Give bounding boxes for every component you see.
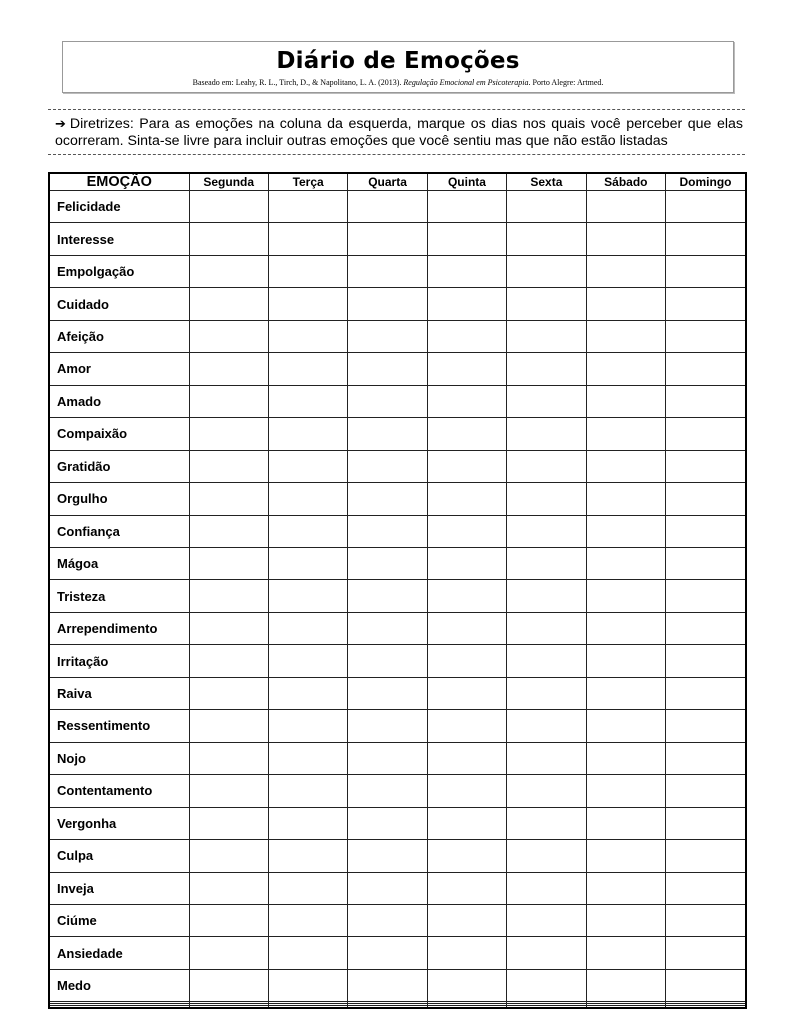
cell-tuesday[interactable]	[268, 969, 347, 1001]
cell-monday[interactable]	[189, 385, 268, 417]
table-row	[50, 580, 745, 612]
table-row	[50, 612, 745, 644]
cell-thursday[interactable]	[427, 937, 506, 969]
cell-monday[interactable]	[189, 742, 268, 774]
cell-wednesday[interactable]	[348, 645, 427, 677]
cell-thursday[interactable]	[427, 191, 506, 223]
column-header-wednesday: Quarta	[348, 174, 427, 191]
table-row	[50, 807, 745, 839]
column-header-friday: Sexta	[507, 174, 586, 191]
cell-monday[interactable]	[189, 580, 268, 612]
cell-sunday[interactable]	[666, 580, 745, 612]
cell-wednesday[interactable]	[348, 807, 427, 839]
cell-tuesday[interactable]	[268, 450, 347, 482]
cell-sunday[interactable]	[666, 710, 745, 742]
emotion-label: Ansiedade	[50, 937, 189, 969]
arrow-right-icon: ➔	[55, 117, 66, 132]
emotion-label: Cuidado	[50, 288, 189, 320]
cell-wednesday[interactable]	[348, 450, 427, 482]
emotion-label: Irritação	[50, 645, 189, 677]
cell-sunday[interactable]	[666, 483, 745, 515]
cell-sunday[interactable]	[666, 223, 745, 255]
cell-tuesday[interactable]	[268, 483, 347, 515]
emotion-label: Arrependimento	[50, 612, 189, 644]
cell-sunday[interactable]	[666, 320, 745, 352]
cell-thursday[interactable]	[427, 385, 506, 417]
emotion-label	[50, 1006, 189, 1007]
cell-tuesday[interactable]	[268, 547, 347, 579]
cell-saturday[interactable]	[586, 385, 665, 417]
cell-wednesday[interactable]	[348, 320, 427, 352]
table-row	[50, 710, 745, 742]
citation-book-title: Regulação Emocional em Psicoterapia	[403, 78, 529, 87]
column-header-tuesday: Terça	[268, 174, 347, 191]
cell-friday[interactable]	[507, 223, 586, 255]
emotion-label: Compaixão	[50, 418, 189, 450]
instructions	[55, 116, 743, 150]
cell-wednesday[interactable]	[348, 1006, 427, 1007]
cell-tuesday[interactable]	[268, 775, 347, 807]
cell-thursday[interactable]	[427, 612, 506, 644]
emotion-label: Vergonha	[50, 807, 189, 839]
cell-friday[interactable]	[507, 775, 586, 807]
emotion-label: Felicidade	[50, 191, 189, 223]
table-row	[50, 223, 745, 255]
cell-thursday[interactable]	[427, 223, 506, 255]
table-row	[50, 645, 745, 677]
cell-tuesday[interactable]	[268, 872, 347, 904]
cell-saturday[interactable]	[586, 483, 665, 515]
citation	[63, 78, 733, 88]
cell-tuesday[interactable]	[268, 223, 347, 255]
cell-monday[interactable]	[189, 450, 268, 482]
cell-friday[interactable]	[507, 645, 586, 677]
cell-friday[interactable]	[507, 353, 586, 385]
table-row	[50, 742, 745, 774]
citation-suffix: . Porto Alegre: Artmed.	[528, 78, 604, 87]
cell-wednesday[interactable]	[348, 288, 427, 320]
cell-sunday[interactable]	[666, 353, 745, 385]
emotion-label: Gratidão	[50, 450, 189, 482]
cell-thursday[interactable]	[427, 483, 506, 515]
cell-friday[interactable]	[507, 677, 586, 709]
emotion-label: Inveja	[50, 872, 189, 904]
table-header-row	[50, 174, 745, 191]
cell-friday[interactable]	[507, 904, 586, 936]
cell-monday[interactable]	[189, 1006, 268, 1007]
cell-friday[interactable]	[507, 1006, 586, 1007]
cell-friday[interactable]	[507, 418, 586, 450]
cell-friday[interactable]	[507, 191, 586, 223]
cell-monday[interactable]	[189, 547, 268, 579]
cell-saturday[interactable]	[586, 515, 665, 547]
cell-monday[interactable]	[189, 320, 268, 352]
cell-saturday[interactable]	[586, 710, 665, 742]
cell-monday[interactable]	[189, 255, 268, 287]
cell-wednesday[interactable]	[348, 775, 427, 807]
cell-wednesday[interactable]	[348, 353, 427, 385]
cell-wednesday[interactable]	[348, 547, 427, 579]
table-row	[50, 353, 745, 385]
cell-saturday[interactable]	[586, 580, 665, 612]
cell-saturday[interactable]	[586, 840, 665, 872]
dashed-divider-top	[48, 109, 745, 110]
cell-thursday[interactable]	[427, 288, 506, 320]
cell-monday[interactable]	[189, 872, 268, 904]
cell-saturday[interactable]	[586, 612, 665, 644]
cell-tuesday[interactable]	[268, 288, 347, 320]
table-row	[50, 191, 745, 223]
cell-tuesday[interactable]	[268, 580, 347, 612]
cell-saturday[interactable]	[586, 645, 665, 677]
emotion-label: Ciúme	[50, 904, 189, 936]
cell-wednesday[interactable]	[348, 840, 427, 872]
cell-monday[interactable]	[189, 288, 268, 320]
cell-sunday[interactable]	[666, 645, 745, 677]
cell-tuesday[interactable]	[268, 840, 347, 872]
cell-friday[interactable]	[507, 580, 586, 612]
cell-saturday[interactable]	[586, 677, 665, 709]
column-header-thursday: Quinta	[427, 174, 506, 191]
cell-thursday[interactable]	[427, 807, 506, 839]
cell-sunday[interactable]	[666, 807, 745, 839]
cell-saturday[interactable]	[586, 255, 665, 287]
table-row	[50, 1006, 745, 1007]
cell-friday[interactable]	[507, 937, 586, 969]
cell-thursday[interactable]	[427, 580, 506, 612]
cell-tuesday[interactable]	[268, 612, 347, 644]
emotion-label: Culpa	[50, 840, 189, 872]
cell-thursday[interactable]	[427, 645, 506, 677]
cell-friday[interactable]	[507, 872, 586, 904]
emotion-label: Orgulho	[50, 483, 189, 515]
cell-wednesday[interactable]	[348, 872, 427, 904]
cell-monday[interactable]	[189, 515, 268, 547]
column-header-emotion: EMOÇÃO	[50, 174, 189, 191]
table-row	[50, 969, 745, 1001]
cell-thursday[interactable]	[427, 450, 506, 482]
cell-sunday[interactable]	[666, 255, 745, 287]
emotion-label: Contentamento	[50, 775, 189, 807]
cell-thursday[interactable]	[427, 872, 506, 904]
table-row	[50, 320, 745, 352]
cell-friday[interactable]	[507, 255, 586, 287]
table-row	[50, 288, 745, 320]
cell-thursday[interactable]	[427, 840, 506, 872]
cell-sunday[interactable]	[666, 515, 745, 547]
cell-saturday[interactable]	[586, 320, 665, 352]
cell-sunday[interactable]	[666, 872, 745, 904]
cell-wednesday[interactable]	[348, 483, 427, 515]
cell-saturday[interactable]	[586, 969, 665, 1001]
cell-saturday[interactable]	[586, 742, 665, 774]
cell-tuesday[interactable]	[268, 418, 347, 450]
cell-saturday[interactable]	[586, 191, 665, 223]
cell-wednesday[interactable]	[348, 904, 427, 936]
emotion-label: Raiva	[50, 677, 189, 709]
column-header-sunday: Domingo	[666, 174, 745, 191]
cell-sunday[interactable]	[666, 191, 745, 223]
emotion-label: Tristeza	[50, 580, 189, 612]
cell-tuesday[interactable]	[268, 353, 347, 385]
cell-friday[interactable]	[507, 612, 586, 644]
table-row	[50, 255, 745, 287]
cell-wednesday[interactable]	[348, 710, 427, 742]
header-box	[62, 41, 734, 93]
emotion-label: Amado	[50, 385, 189, 417]
cell-monday[interactable]	[189, 840, 268, 872]
cell-sunday[interactable]	[666, 969, 745, 1001]
emotion-label: Medo	[50, 969, 189, 1001]
cell-saturday[interactable]	[586, 775, 665, 807]
table-row	[50, 385, 745, 417]
cell-saturday[interactable]	[586, 1006, 665, 1007]
cell-thursday[interactable]	[427, 1006, 506, 1007]
instructions-text: Diretrizes: Para as emoções na coluna da esquerda, marque os dias nos quais você perceber que elas ocorreram. Sinta-se livre para incluir outras emoções que você sentiu mas que não estão listadas	[55, 116, 743, 149]
emotion-label: Interesse	[50, 223, 189, 255]
cell-friday[interactable]	[507, 742, 586, 774]
cell-saturday[interactable]	[586, 547, 665, 579]
cell-thursday[interactable]	[427, 255, 506, 287]
cell-saturday[interactable]	[586, 872, 665, 904]
cell-monday[interactable]	[189, 904, 268, 936]
cell-monday[interactable]	[189, 775, 268, 807]
cell-tuesday[interactable]	[268, 645, 347, 677]
cell-thursday[interactable]	[427, 515, 506, 547]
cell-friday[interactable]	[507, 710, 586, 742]
cell-thursday[interactable]	[427, 904, 506, 936]
cell-friday[interactable]	[507, 483, 586, 515]
cell-monday[interactable]	[189, 807, 268, 839]
column-header-saturday: Sábado	[586, 174, 665, 191]
table-row	[50, 450, 745, 482]
cell-monday[interactable]	[189, 223, 268, 255]
cell-wednesday[interactable]	[348, 969, 427, 1001]
cell-wednesday[interactable]	[348, 612, 427, 644]
cell-monday[interactable]	[189, 710, 268, 742]
cell-friday[interactable]	[507, 450, 586, 482]
cell-sunday[interactable]	[666, 385, 745, 417]
cell-saturday[interactable]	[586, 288, 665, 320]
cell-wednesday[interactable]	[348, 223, 427, 255]
emotion-label: Confiança	[50, 515, 189, 547]
cell-wednesday[interactable]	[348, 418, 427, 450]
cell-monday[interactable]	[189, 483, 268, 515]
table-row	[50, 677, 745, 709]
cell-wednesday[interactable]	[348, 937, 427, 969]
table-row	[50, 904, 745, 936]
cell-saturday[interactable]	[586, 904, 665, 936]
cell-monday[interactable]	[189, 645, 268, 677]
emotion-table-body	[50, 191, 745, 1008]
cell-thursday[interactable]	[427, 742, 506, 774]
cell-wednesday[interactable]	[348, 515, 427, 547]
cell-friday[interactable]	[507, 840, 586, 872]
cell-thursday[interactable]	[427, 775, 506, 807]
cell-monday[interactable]	[189, 969, 268, 1001]
table-row	[50, 418, 745, 450]
cell-monday[interactable]	[189, 353, 268, 385]
cell-friday[interactable]	[507, 807, 586, 839]
cell-monday[interactable]	[189, 612, 268, 644]
emotion-table	[50, 174, 745, 1007]
cell-wednesday[interactable]	[348, 677, 427, 709]
dashed-divider-bottom	[48, 154, 745, 155]
cell-tuesday[interactable]	[268, 677, 347, 709]
cell-monday[interactable]	[189, 677, 268, 709]
cell-wednesday[interactable]	[348, 385, 427, 417]
emotion-label: Ressentimento	[50, 710, 189, 742]
emotion-label: Amor	[50, 353, 189, 385]
cell-saturday[interactable]	[586, 223, 665, 255]
column-header-monday: Segunda	[189, 174, 268, 191]
emotion-label: Mágoa	[50, 547, 189, 579]
table-row	[50, 872, 745, 904]
cell-sunday[interactable]	[666, 547, 745, 579]
cell-sunday[interactable]	[666, 1006, 745, 1007]
emotion-label: Nojo	[50, 742, 189, 774]
table-row	[50, 775, 745, 807]
cell-friday[interactable]	[507, 385, 586, 417]
cell-tuesday[interactable]	[268, 742, 347, 774]
cell-thursday[interactable]	[427, 418, 506, 450]
cell-sunday[interactable]	[666, 840, 745, 872]
cell-sunday[interactable]	[666, 904, 745, 936]
page-title: Diário de Emoções	[276, 48, 520, 74]
cell-sunday[interactable]	[666, 677, 745, 709]
cell-thursday[interactable]	[427, 320, 506, 352]
cell-friday[interactable]	[507, 320, 586, 352]
cell-tuesday[interactable]	[268, 904, 347, 936]
cell-monday[interactable]	[189, 191, 268, 223]
cell-friday[interactable]	[507, 288, 586, 320]
cell-wednesday[interactable]	[348, 580, 427, 612]
cell-saturday[interactable]	[586, 937, 665, 969]
cell-tuesday[interactable]	[268, 710, 347, 742]
cell-wednesday[interactable]	[348, 191, 427, 223]
cell-tuesday[interactable]	[268, 515, 347, 547]
table-row	[50, 547, 745, 579]
cell-sunday[interactable]	[666, 418, 745, 450]
cell-saturday[interactable]	[586, 450, 665, 482]
table-row	[50, 937, 745, 969]
cell-wednesday[interactable]	[348, 742, 427, 774]
cell-tuesday[interactable]	[268, 320, 347, 352]
cell-friday[interactable]	[507, 515, 586, 547]
cell-tuesday[interactable]	[268, 937, 347, 969]
cell-saturday[interactable]	[586, 418, 665, 450]
cell-monday[interactable]	[189, 418, 268, 450]
cell-friday[interactable]	[507, 969, 586, 1001]
cell-thursday[interactable]	[427, 969, 506, 1001]
cell-tuesday[interactable]	[268, 255, 347, 287]
emotion-label: Afeição	[50, 320, 189, 352]
cell-wednesday[interactable]	[348, 255, 427, 287]
cell-tuesday[interactable]	[268, 807, 347, 839]
emotion-label: Empolgação	[50, 255, 189, 287]
emotion-table-frame	[48, 172, 747, 1009]
cell-friday[interactable]	[507, 547, 586, 579]
cell-sunday[interactable]	[666, 937, 745, 969]
table-row	[50, 515, 745, 547]
cell-tuesday[interactable]	[268, 1006, 347, 1007]
cell-sunday[interactable]	[666, 450, 745, 482]
table-row	[50, 840, 745, 872]
cell-tuesday[interactable]	[268, 191, 347, 223]
cell-thursday[interactable]	[427, 353, 506, 385]
citation-prefix: Baseado em: Leahy, R. L., Tirch, D., & Napolitano, L. A. (2013).	[192, 78, 402, 87]
cell-thursday[interactable]	[427, 710, 506, 742]
cell-thursday[interactable]	[427, 677, 506, 709]
cell-saturday[interactable]	[586, 807, 665, 839]
cell-monday[interactable]	[189, 937, 268, 969]
cell-sunday[interactable]	[666, 742, 745, 774]
cell-sunday[interactable]	[666, 288, 745, 320]
cell-saturday[interactable]	[586, 353, 665, 385]
cell-sunday[interactable]	[666, 775, 745, 807]
cell-tuesday[interactable]	[268, 385, 347, 417]
table-row	[50, 483, 745, 515]
cell-sunday[interactable]	[666, 612, 745, 644]
cell-thursday[interactable]	[427, 547, 506, 579]
